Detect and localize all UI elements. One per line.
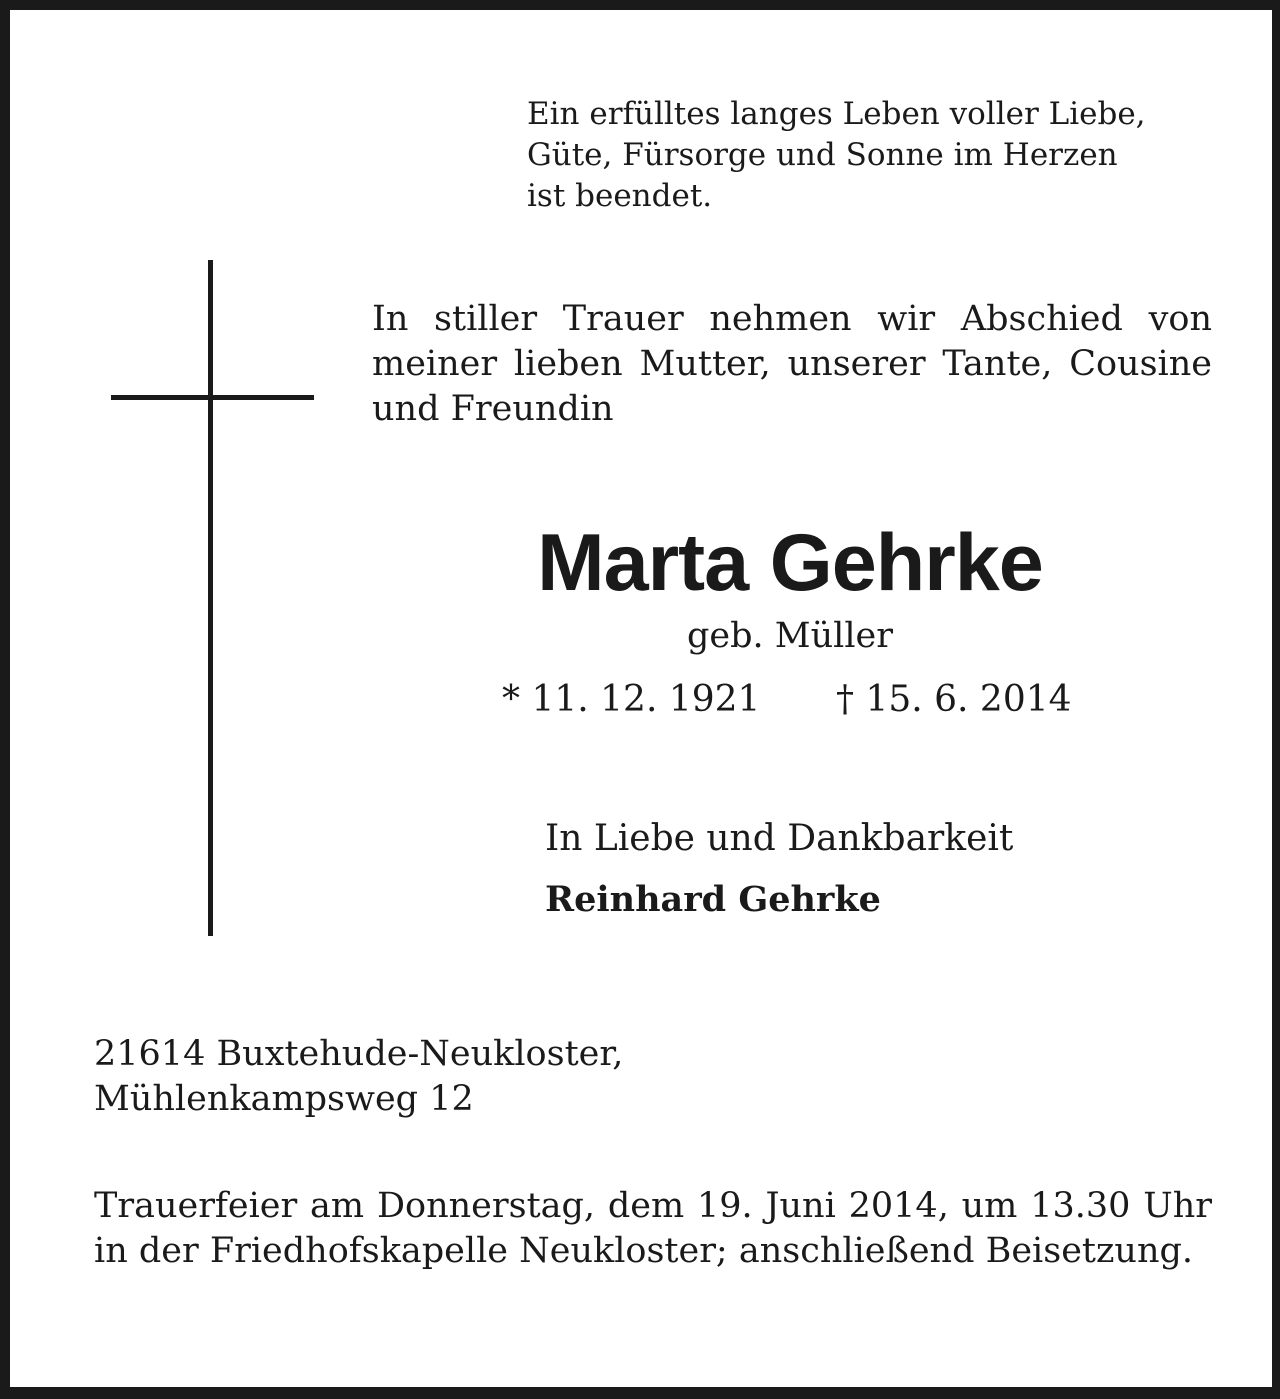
death-date: † 15. 6. 2014 [836, 679, 1072, 720]
address-block [94, 1032, 794, 1122]
funeral-service-info: Trauerfeier am Donnerstag, dem 19. Juni 2014, um 13.30 Uhr in der Friedhofskapelle Neukloster; anschließend Beisetzung. [94, 1186, 1212, 1271]
motto-line: ist beendet. [527, 178, 713, 214]
motto-text [527, 94, 1227, 217]
signer-name: Reinhard Gehrke [545, 879, 881, 920]
address-line: Mühlenkampsweg 12 [94, 1079, 474, 1119]
birth-name: geb. Müller [687, 616, 893, 656]
deceased-name: Marta Gehrke [537, 518, 1043, 608]
mourning-intro: In stiller Trauer nehmen wir Abschied von meiner lieben Mutter, unserer Tante, Cousine und Freundin [372, 299, 1212, 429]
motto-line: Ein erfülltes langes Leben voller Liebe, [527, 96, 1146, 132]
cross-horizontal-bar [111, 395, 314, 400]
address-line: 21614 Buxtehude-Neukloster, [94, 1034, 624, 1074]
birth-date: * 11. 12. 1921 [502, 679, 761, 720]
closing-phrase: In Liebe und Dankbarkeit [545, 818, 1014, 859]
motto-line: Güte, Fürsorge und Sonne im Herzen [527, 137, 1118, 173]
cross-vertical-bar [208, 260, 213, 936]
